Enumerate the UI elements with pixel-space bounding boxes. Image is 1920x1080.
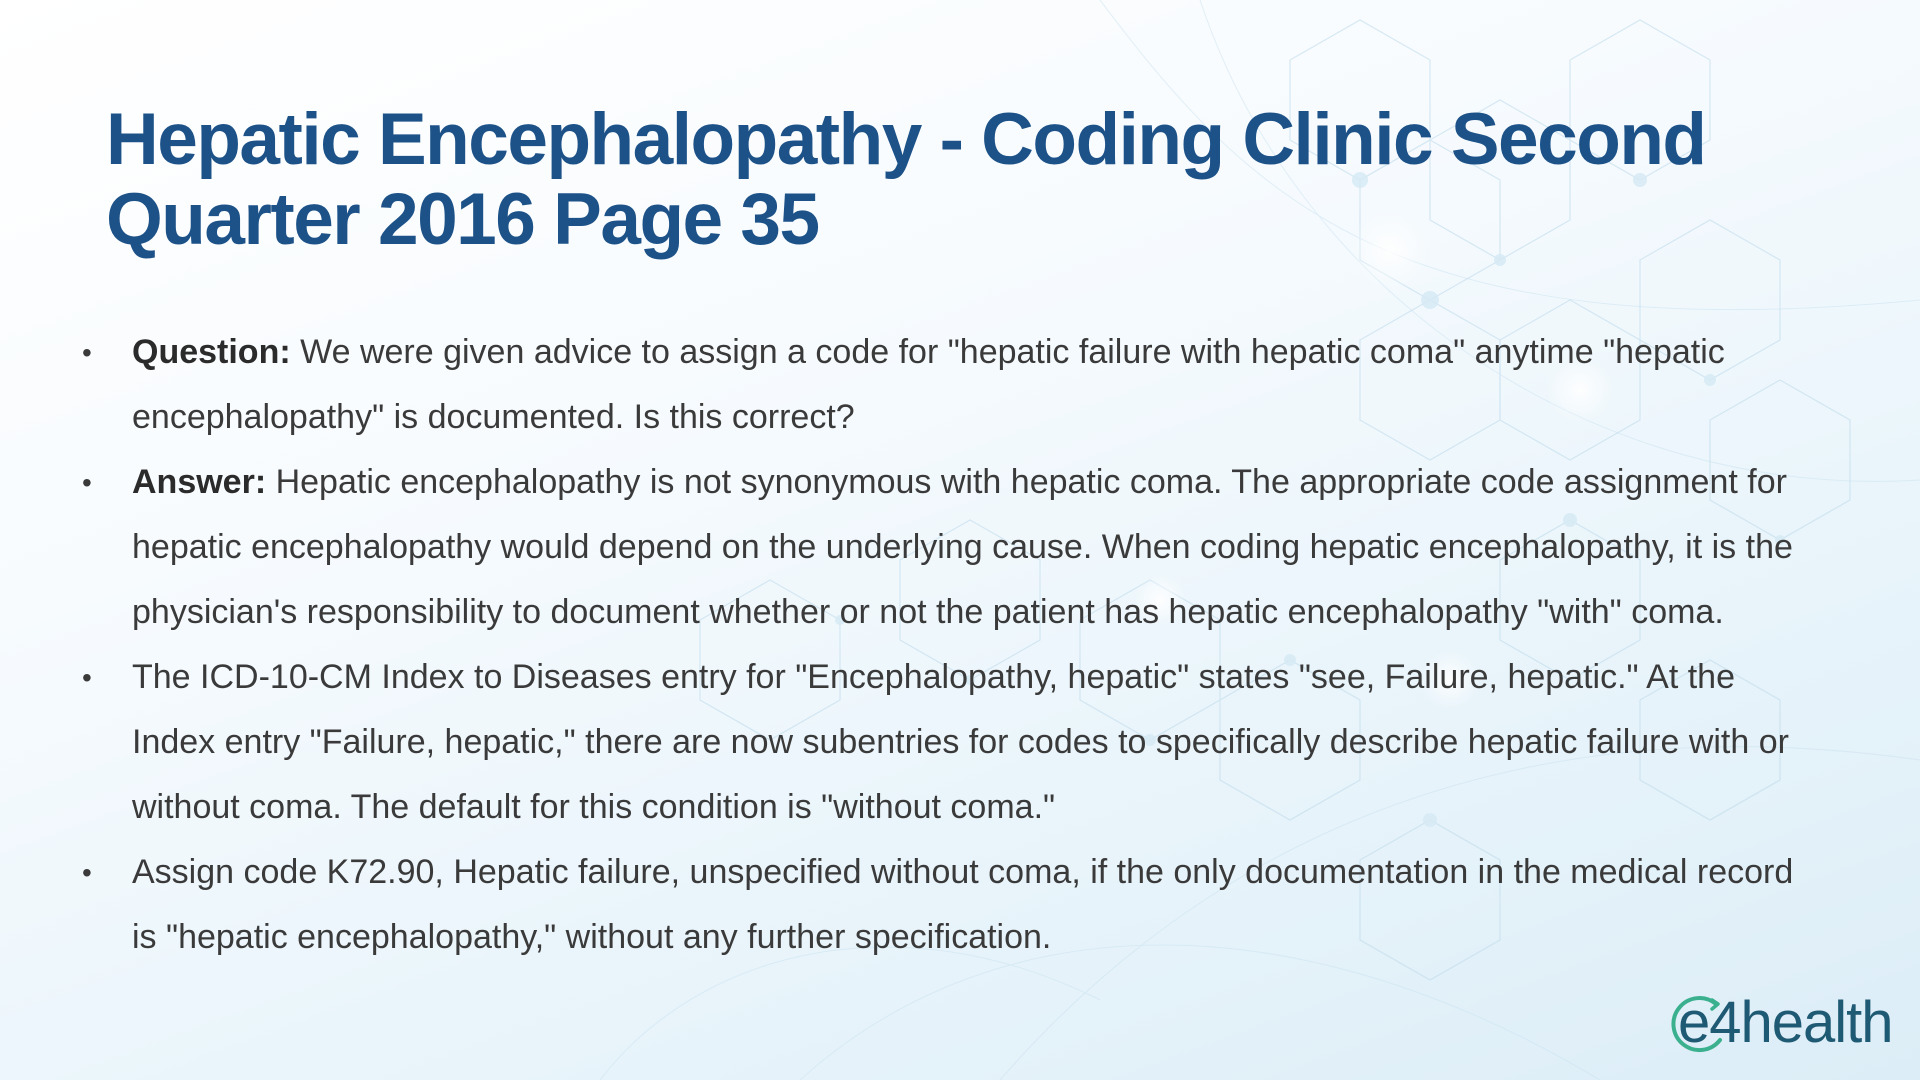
bullet-list: [80, 320, 1820, 970]
bullet-icon: •: [82, 337, 92, 368]
bullet-label: Answer:: [132, 463, 267, 501]
bullet-index-entry: [80, 645, 1820, 840]
bullet-question: [80, 320, 1820, 450]
bullet-label: Question:: [132, 333, 291, 371]
bullet-icon: •: [82, 467, 92, 498]
logo-text: e4health: [1678, 990, 1893, 1055]
bullet-text: Hepatic encephalopathy is not synonymous with hepatic coma. The appropriate code assignment for hepatic encephalopathy would depend on the underlying cause. When coding hepatic encephalopathy, it is the physician's responsibility to document whether or not the patient has hepatic encephalopathy "with" coma.: [132, 463, 1793, 631]
bullet-answer: [80, 450, 1820, 645]
bullet-icon: •: [82, 857, 92, 888]
bullet-text: We were given advice to assign a code for "hepatic failure with hepatic coma" anytime "hepatic encephalopathy" is documented. Is this correct?: [132, 333, 1725, 436]
e4health-logo: [1668, 988, 1900, 1058]
slide-title: Hepatic Encephalopathy - Coding Clinic Second Quarter 2016 Page 35: [106, 99, 1706, 260]
bullet-icon: •: [82, 662, 92, 693]
bullet-text: Assign code K72.90, Hepatic failure, unspecified without coma, if the only documentation in the medical record is "hepatic encephalopathy," without any further specification.: [132, 853, 1794, 956]
bullet-text: The ICD-10-CM Index to Diseases entry for "Encephalopathy, hepatic" states "see, Failure, hepatic." At the Index entry "Failure, hepatic," there are now subentries for codes to specifically describe hepatic failure with or without coma. The default for this condition is "without coma.": [132, 658, 1789, 826]
bullet-assign-code: [80, 840, 1820, 970]
